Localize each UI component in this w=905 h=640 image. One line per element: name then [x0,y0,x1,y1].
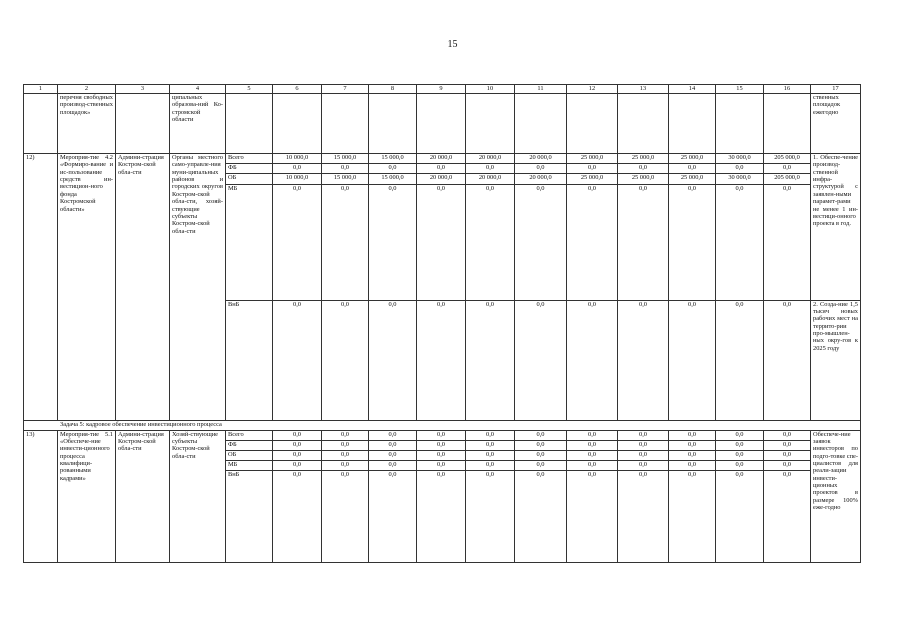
value-cell: 0,0 [369,461,417,471]
row13-name: Мероприя-тие 5.1 «Обеспече-ние инвести-ционного процесса квалифици-рованными кадрами» [58,430,116,563]
value-cell: 0,0 [273,430,322,440]
value-cell: 15 000,0 [322,154,369,164]
value-cell: 0,0 [716,440,764,450]
value-cell: 0,0 [369,471,417,563]
column-number-11: 11 [515,85,567,94]
value-cell: 30 000,0 [716,174,764,184]
value-cell: 20 000,0 [466,174,515,184]
value-cell: 0,0 [322,164,369,174]
source-label: ФБ [226,440,273,450]
value-cell: 0,0 [567,164,618,174]
column-number-10: 10 [466,85,515,94]
row12-result-1: 1. Обеспе-чение производ-ственной инфра-структурой с заявлен-ными парамет-рами не менее 1 ин-вестици-онного проекта в год. [811,154,861,301]
value-cell: 10 000,0 [273,154,322,164]
value-cell: 0,0 [618,430,669,440]
value-cell: 0,0 [466,471,515,563]
value-cell: 0,0 [273,164,322,174]
value-cell: 0,0 [369,164,417,174]
row12-number: 12) [24,154,58,421]
value-cell: 0,0 [618,164,669,174]
value-cell: 0,0 [567,184,618,300]
value-cell: 0,0 [716,300,764,420]
value-cell: 0,0 [466,440,515,450]
source-label: Всего [226,154,273,164]
value-cell: 0,0 [417,184,466,300]
value-cell: 0,0 [716,184,764,300]
value-cell: 0,0 [669,461,716,471]
value-cell: 0,0 [466,164,515,174]
value-cell: 20 000,0 [417,154,466,164]
value-cell: 25 000,0 [567,174,618,184]
row12-name: Мероприя-тие 4.2 «Формиро-вание и ис-пользование средств ин-вестицион-ного фонда Костромской области» [58,154,116,421]
value-cell: 0,0 [764,471,811,563]
value-cell: 0,0 [322,461,369,471]
value-cell: 15 000,0 [369,174,417,184]
value-cell: 0,0 [618,461,669,471]
row13-responsible: Админи-страция Костром-ской обла-сти [116,430,170,563]
value-cell: 0,0 [322,430,369,440]
value-cell: 20 000,0 [466,154,515,164]
row13-participants: Хозяй-ствующие субъекты Костром-ской обла-сти [170,430,226,563]
value-cell: 0,0 [618,300,669,420]
value-cell: 0,0 [515,461,567,471]
column-number-7: 7 [322,85,369,94]
value-cell: 0,0 [764,184,811,300]
column-number-3: 3 [116,85,170,94]
value-cell: 0,0 [466,450,515,460]
value-cell: 0,0 [369,450,417,460]
value-cell: 0,0 [369,430,417,440]
value-cell: 25 000,0 [567,154,618,164]
value-cell: 0,0 [618,184,669,300]
value-cell: 0,0 [322,440,369,450]
value-cell: 0,0 [618,471,669,563]
value-cell: 0,0 [466,430,515,440]
value-cell: 0,0 [567,450,618,460]
value-cell: 0,0 [515,450,567,460]
value-cell: 0,0 [417,430,466,440]
value-cell: 20 000,0 [515,154,567,164]
value-cell: 20 000,0 [417,174,466,184]
value-cell: 0,0 [669,440,716,450]
value-cell: 0,0 [273,300,322,420]
value-cell: 0,0 [417,461,466,471]
column-number-2: 2 [58,85,116,94]
value-cell: 15 000,0 [322,174,369,184]
value-cell: 205 000,0 [764,154,811,164]
value-cell: 0,0 [764,164,811,174]
value-cell: 0,0 [669,184,716,300]
column-number-6: 6 [273,85,322,94]
column-number-16: 16 [764,85,811,94]
value-cell: 0,0 [417,450,466,460]
value-cell: 0,0 [567,300,618,420]
row12-participants: Органы местного само-управле-ния муни-ципальных районов и городских округов Костром-ской обла-сти, хозяй-ствующие субъекты Костром-ской обла-сти [170,154,226,421]
value-cell: 0,0 [764,450,811,460]
source-label: ФБ [226,164,273,174]
value-cell: 0,0 [273,471,322,563]
value-cell: 0,0 [515,164,567,174]
value-cell: 205 000,0 [764,174,811,184]
value-cell: 0,0 [322,450,369,460]
value-cell: 10 000,0 [273,174,322,184]
cont-col17: ственных площадок ежегодно [811,94,861,154]
value-cell: 15 000,0 [369,154,417,164]
column-number-13: 13 [618,85,669,94]
program-table [23,84,861,563]
column-number-17: 17 [811,85,861,94]
column-number-5: 5 [226,85,273,94]
value-cell: 0,0 [369,184,417,300]
source-label: Всего [226,430,273,440]
value-cell: 0,0 [764,461,811,471]
task-5-title: Задача 5: кадровое обеспечение инвестиционного процесса [24,420,861,430]
value-cell: 0,0 [466,461,515,471]
value-cell: 0,0 [515,440,567,450]
column-number-15: 15 [716,85,764,94]
value-cell: 0,0 [466,300,515,420]
cont-col4: ципальных образова-ний Ко-стромской области [170,94,226,154]
value-cell: 0,0 [567,461,618,471]
row13-result: Обеспече-ние заявок инвесторов по подго-товке спе-циалистов для реали-зации инвести-ционных проектов в размере 100% еже-годно [811,430,861,563]
value-cell: 30 000,0 [716,154,764,164]
value-cell: 0,0 [618,450,669,460]
continuation-row [24,94,861,154]
row13-source-row [24,430,861,440]
column-number-14: 14 [669,85,716,94]
value-cell: 20 000,0 [515,174,567,184]
value-cell: 0,0 [567,440,618,450]
value-cell: 0,0 [764,430,811,440]
column-number-9: 9 [417,85,466,94]
source-label: МБ [226,461,273,471]
value-cell: 0,0 [515,300,567,420]
row12-source-row [24,154,861,164]
value-cell: 0,0 [716,450,764,460]
value-cell: 0,0 [417,164,466,174]
value-cell: 0,0 [322,471,369,563]
value-cell: 0,0 [273,450,322,460]
column-number-1: 1 [24,85,58,94]
value-cell: 0,0 [716,430,764,440]
source-label: ОБ [226,450,273,460]
value-cell: 0,0 [669,300,716,420]
value-cell: 25 000,0 [618,174,669,184]
value-cell: 25 000,0 [618,154,669,164]
value-cell: 0,0 [669,164,716,174]
value-cell: 0,0 [273,184,322,300]
value-cell: 0,0 [369,440,417,450]
value-cell: 0,0 [273,440,322,450]
value-cell: 0,0 [466,184,515,300]
page-number: 15 [447,39,458,50]
value-cell: 25 000,0 [669,174,716,184]
value-cell: 0,0 [417,440,466,450]
cont-col1 [24,94,58,154]
cont-col2: перечня свободных производ-ственных площадок» [58,94,116,154]
column-number-12: 12 [567,85,618,94]
value-cell: 0,0 [273,461,322,471]
value-cell: 0,0 [567,430,618,440]
value-cell: 0,0 [417,471,466,563]
source-label: ВнБ [226,471,273,563]
value-cell: 0,0 [716,164,764,174]
value-cell: 0,0 [515,184,567,300]
source-label: ВнБ [226,300,273,420]
column-number-4: 4 [170,85,226,94]
value-cell: 0,0 [669,471,716,563]
value-cell: 0,0 [716,461,764,471]
value-cell: 0,0 [618,440,669,450]
value-cell: 0,0 [515,471,567,563]
source-label: ОБ [226,174,273,184]
cont-col3 [116,94,170,154]
row12-result-2: 2. Созда-ние 1,5 тысяч новых рабочих мест на террито-рии про-мышлен-ных окру-гов к 2025 году [811,300,861,420]
value-cell: 0,0 [515,430,567,440]
value-cell: 0,0 [567,471,618,563]
column-number-8: 8 [369,85,417,94]
value-cell: 0,0 [322,184,369,300]
value-cell: 0,0 [322,300,369,420]
task-row [24,420,861,430]
value-cell: 0,0 [369,300,417,420]
value-cell: 0,0 [669,450,716,460]
value-cell: 0,0 [669,430,716,440]
value-cell: 0,0 [716,471,764,563]
row13-number: 13) [24,430,58,563]
value-cell: 0,0 [417,300,466,420]
value-cell: 25 000,0 [669,154,716,164]
value-cell: 0,0 [764,300,811,420]
column-number-row [24,85,861,94]
value-cell: 0,0 [764,440,811,450]
source-label: МБ [226,184,273,300]
row12-responsible: Админи-страция Костром-ской обла-сти [116,154,170,421]
